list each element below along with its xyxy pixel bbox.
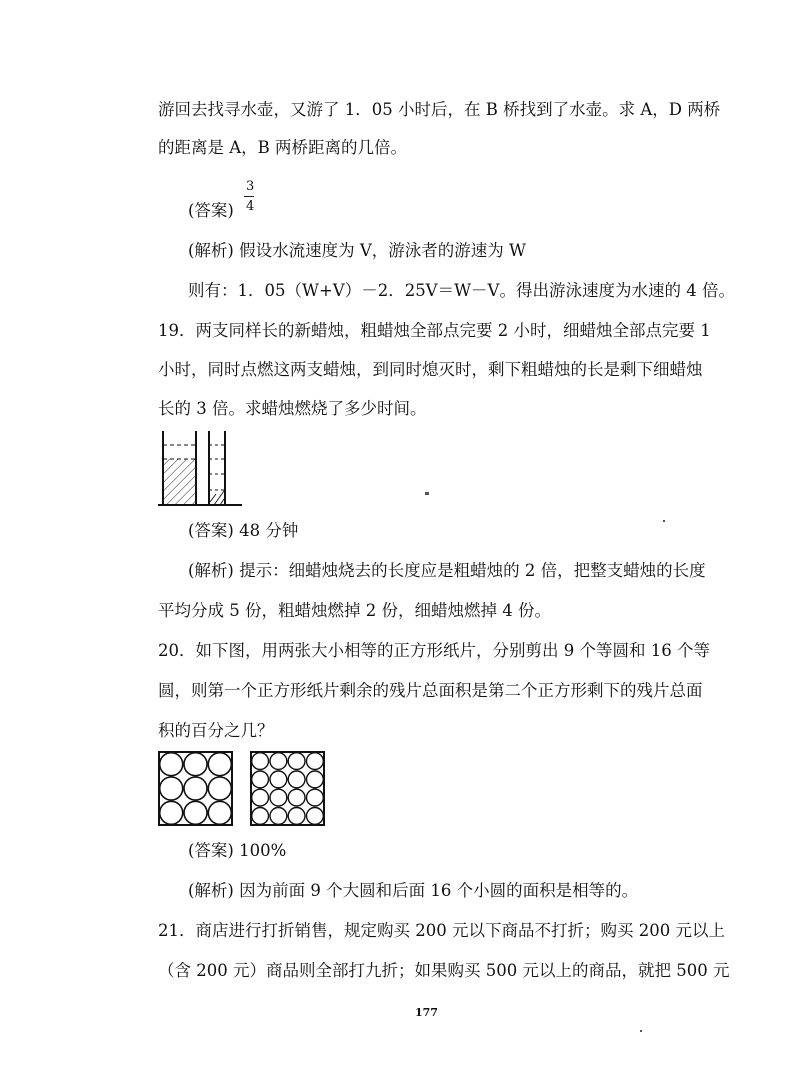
text-line-16: (解析) 因为前面 9 个大圆和后面 16 个小圆的面积是相等的。: [188, 881, 639, 900]
thick-candle: [163, 431, 196, 505]
scan-speck: [640, 1030, 642, 1032]
scan-speck: [425, 492, 429, 495]
candle-figure: [158, 428, 244, 508]
text-line-13: 圆，则第一个正方形纸片剩余的残片总面积是第二个正方形剩下的残片总面: [158, 681, 703, 700]
text-line-9: (答案) 48 分钟: [188, 521, 299, 540]
text-line-15: (答案) 100%: [188, 841, 287, 860]
page-number: 177: [415, 1006, 438, 1019]
text-line-14: 积的百分之几？: [158, 721, 274, 740]
fraction-denominator: 4: [246, 199, 255, 214]
text-line-17: 21．商店进行打折销售，规定购买 200 元以下商品不打折；购买 200 元以上: [158, 921, 725, 940]
text-line-2: 的距离是 A，B 两桥距离的几倍。: [158, 138, 408, 157]
text-line-4: (解析) 假设水流速度为 V，游泳者的游速为 W: [188, 241, 526, 260]
text-line-7: 小时，同时点燃这两支蜡烛，到同时熄灭时，剩下粗蜡烛的长是剩下细蜡烛: [158, 360, 703, 379]
text-line-18: （含 200 元）商品则全部打九折；如果购买 500 元以上的商品，就把 500 元: [158, 961, 730, 980]
text-line-11: 平均分成 5 份，粗蜡烛燃掉 2 份，细蜡烛燃掉 4 份。: [158, 601, 551, 620]
nine-circles-square: [159, 752, 232, 825]
fraction-bar: [244, 196, 254, 197]
scan-speck: [663, 520, 665, 522]
circles-figure: [157, 750, 337, 830]
thin-candle: [209, 431, 225, 505]
text-line-12: 20．如下图，用两张大小相等的正方形纸片，分别剪出 9 个等圆和 16 个等: [158, 641, 710, 660]
fraction-numerator: 3: [246, 179, 255, 194]
sixteen-circles-square: [251, 752, 324, 825]
text-line-6: 19．两支同样长的新蜡烛，粗蜡烛全部点完要 2 小时，细蜡烛全部点完要 1: [158, 321, 711, 340]
text-line-5: 则有：1．05（W+V）－2．25V＝W－V。得出游泳速度为水速的 4 倍。: [188, 281, 735, 300]
answer-label: (答案): [188, 201, 234, 220]
text-line-1: 游回去找寻水壶，又游了 1．05 小时后，在 B 桥找到了水壶。求 A，D 两桥: [158, 100, 721, 119]
text-line-10: (解析) 提示：细蜡烛烧去的长度应是粗蜡烛的 2 倍，把整支蜡烛的长度: [188, 561, 706, 580]
text-line-8: 长的 3 倍。求蜡烛燃烧了多少时间。: [158, 399, 427, 418]
